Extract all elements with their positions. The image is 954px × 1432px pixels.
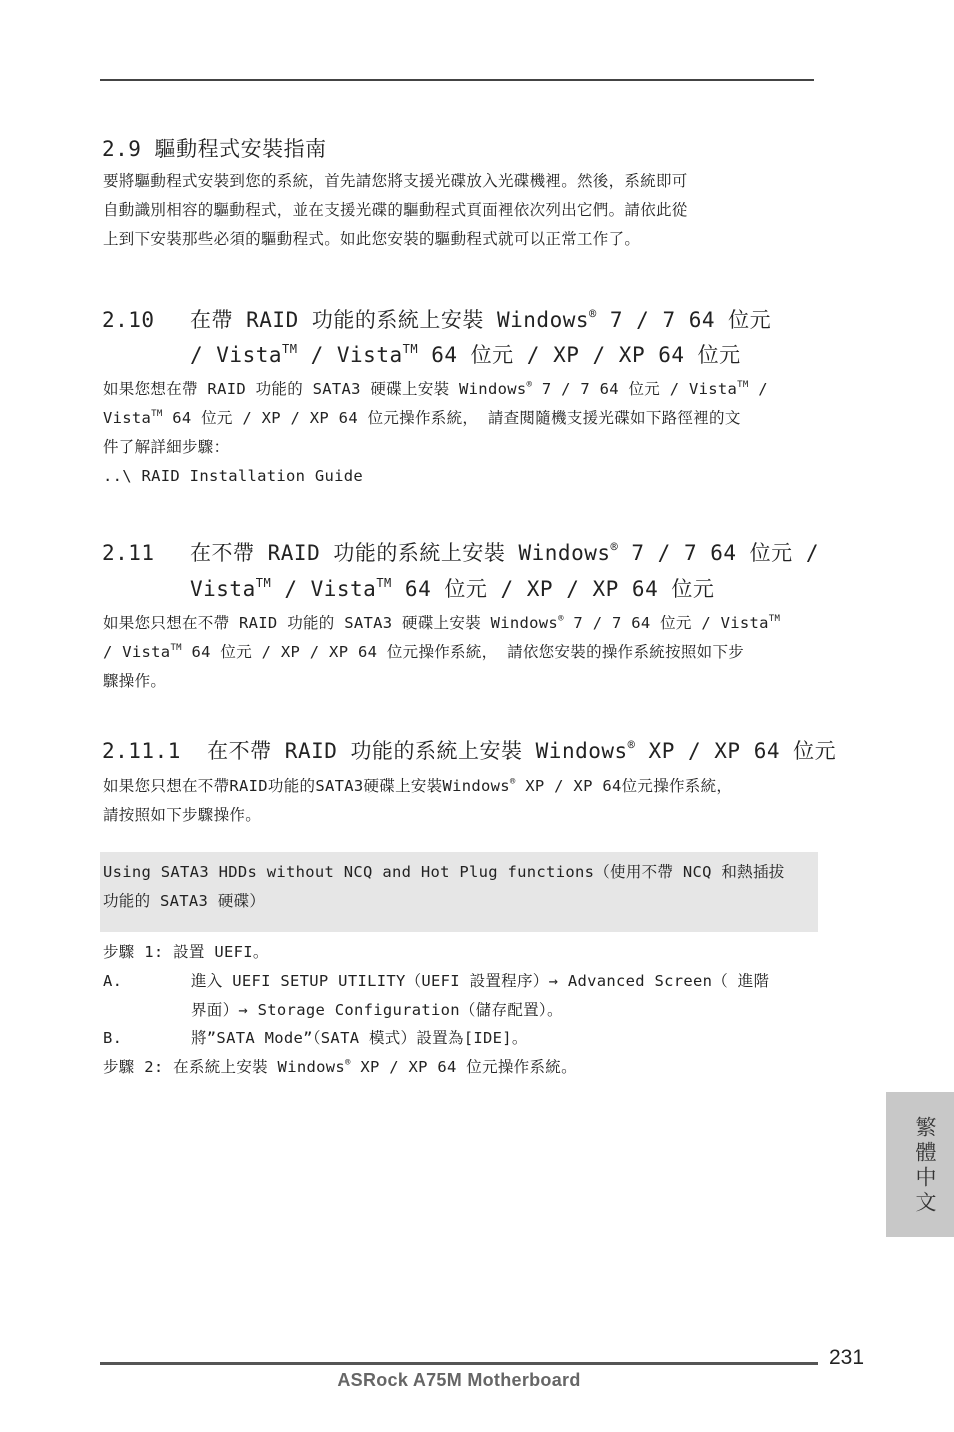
top-rule	[100, 79, 814, 81]
body-text: 64 位元 / XP / XP 64 位元操作系統， 請查閱隨機支援光碟如下路徑裡的文	[162, 409, 741, 427]
step-b-text: 將”SATA Mode”（SATA 模式）設置為[IDE]。	[191, 1029, 528, 1047]
trademark-mark: TM	[255, 576, 272, 590]
body-text: 7 / 7 64 位元 / Vista	[532, 380, 738, 398]
body-line: 件了解詳細步驟：	[103, 438, 230, 456]
section-2-9-line: 上到下安裝那些必須的驅動程式。如此您安裝的驅動程式就可以正常工作了。	[103, 230, 641, 248]
section-2-10-heading-line2	[190, 342, 741, 368]
section-2-9-body	[103, 167, 823, 254]
body-line	[103, 609, 823, 638]
step-2-text: XP / XP 64 位元操作系統。	[350, 1058, 577, 1076]
step-a-text-cont: 界面）→ Storage Configuration（儲存配置）。	[191, 1001, 563, 1019]
note-box	[100, 852, 818, 932]
body-text: XP / XP 64位元操作系統，	[515, 777, 733, 795]
body-line	[103, 772, 823, 801]
registered-mark: ®	[589, 307, 597, 321]
registered-mark: ®	[344, 1058, 351, 1068]
heading-text: 在不帶 RAID 功能的系統上安裝 Windows	[190, 541, 611, 565]
step-2	[103, 1053, 577, 1082]
registered-mark: ®	[509, 777, 516, 787]
body-text: /	[748, 380, 768, 398]
step-1: 步驟 1: 設置 UEFI。	[103, 943, 269, 961]
note-box-text	[103, 858, 823, 916]
bottom-rule	[100, 1362, 818, 1365]
body-line: 驟操作。	[103, 672, 167, 690]
trademark-mark: TM	[151, 409, 163, 419]
section-2-10-body	[103, 375, 823, 491]
section-2-9-line: 自動識別相容的驅動程式，並在支援光碟的驅動程式頁面裡依次列出它們。請依此從	[103, 201, 688, 219]
note-line: Using SATA3 HDDs without NCQ and Hot Plug functions（使用不帶 NCQ 和熱插拔	[103, 863, 785, 881]
body-line	[103, 404, 823, 433]
heading-text: XP / XP 64 位元	[635, 739, 837, 763]
step-b	[103, 1024, 528, 1053]
section-2-9-line: 要將驅動程式安裝到您的系統，首先請您將支援光碟放入光碟機裡。然後，系統即可	[103, 172, 688, 190]
trademark-mark: TM	[737, 380, 749, 390]
section-number: 2.10	[102, 308, 155, 332]
heading-text: Vista	[190, 577, 256, 601]
page-number: 231	[829, 1346, 865, 1369]
section-2-9-heading: 2.9 驅動程式安裝指南	[102, 137, 327, 161]
section-2-11-1-heading	[102, 738, 836, 764]
body-line	[103, 638, 823, 667]
step-2-text: 步驟 2: 在系統上安裝 Windows	[103, 1058, 345, 1076]
section-2-11-body	[103, 609, 823, 696]
heading-text: 7 / 7 64 位元	[596, 308, 772, 332]
install-guide-path: ..\ RAID Installation Guide	[103, 467, 364, 485]
footer-title: ASRock A75M Motherboard	[337, 1370, 581, 1390]
body-text: 如果您想在帶 RAID 功能的 SATA3 硬碟上安裝 Windows	[103, 380, 527, 398]
section-2-10-heading	[102, 307, 771, 333]
body-text: Vista	[103, 409, 152, 427]
heading-text: 在帶 RAID 功能的系統上安裝 Windows	[190, 308, 590, 332]
registered-mark: ®	[627, 738, 636, 752]
trademark-mark: TM	[768, 614, 781, 624]
language-side-tab	[886, 1092, 954, 1237]
step-b-label: B.	[103, 1029, 123, 1047]
section-2-11-heading	[102, 540, 819, 566]
registered-mark: ®	[558, 614, 564, 624]
heading-text: / Vista	[271, 577, 377, 601]
body-line	[103, 375, 823, 404]
registered-mark: ®	[610, 540, 619, 554]
heading-text: / Vista	[190, 343, 283, 367]
trademark-mark: TM	[376, 576, 392, 590]
trademark-mark: TM	[282, 342, 298, 356]
section-2-11-1-body	[103, 772, 823, 830]
body-text: 如果您只想在不帶RAID功能的SATA3硬碟上安裝Windows	[103, 777, 510, 795]
step-a	[103, 967, 769, 996]
step-a-label: A.	[103, 972, 123, 990]
heading-text: 64 位元 / XP / XP 64 位元	[391, 577, 715, 601]
language-label: 繁體中文	[913, 1116, 937, 1216]
heading-text: 7 / 7 64 位元 /	[618, 541, 819, 565]
trademark-mark: TM	[402, 342, 419, 356]
step-a-text: 進入 UEFI SETUP UTILITY（UEFI 設置程序）→ Advanced Screen（ 進階	[191, 972, 770, 990]
body-text: 64 位元 / XP / XP 64 位元操作系統， 請依您安裝的操作系統按照如下步	[181, 643, 745, 661]
body-line: 請按照如下步驟操作。	[103, 806, 262, 824]
body-text: 7 / 7 64 位元 / Vista	[563, 614, 769, 632]
body-text: 如果您只想在不帶 RAID 功能的 SATA3 硬碟上安裝 Windows	[103, 614, 559, 632]
section-number: 2.11.1	[102, 739, 181, 763]
registered-mark: ®	[526, 380, 533, 390]
body-text: / Vista	[103, 643, 171, 661]
heading-text: / Vista	[297, 343, 403, 367]
heading-text: 64 位元 / XP / XP 64 位元	[418, 343, 741, 367]
heading-text: 在不帶 RAID 功能的系統上安裝 Windows	[207, 739, 628, 763]
note-line: 功能的 SATA3 硬碟）	[103, 892, 266, 910]
section-2-11-heading-line2	[190, 576, 714, 602]
trademark-mark: TM	[170, 643, 182, 653]
section-number: 2.11	[102, 541, 155, 565]
